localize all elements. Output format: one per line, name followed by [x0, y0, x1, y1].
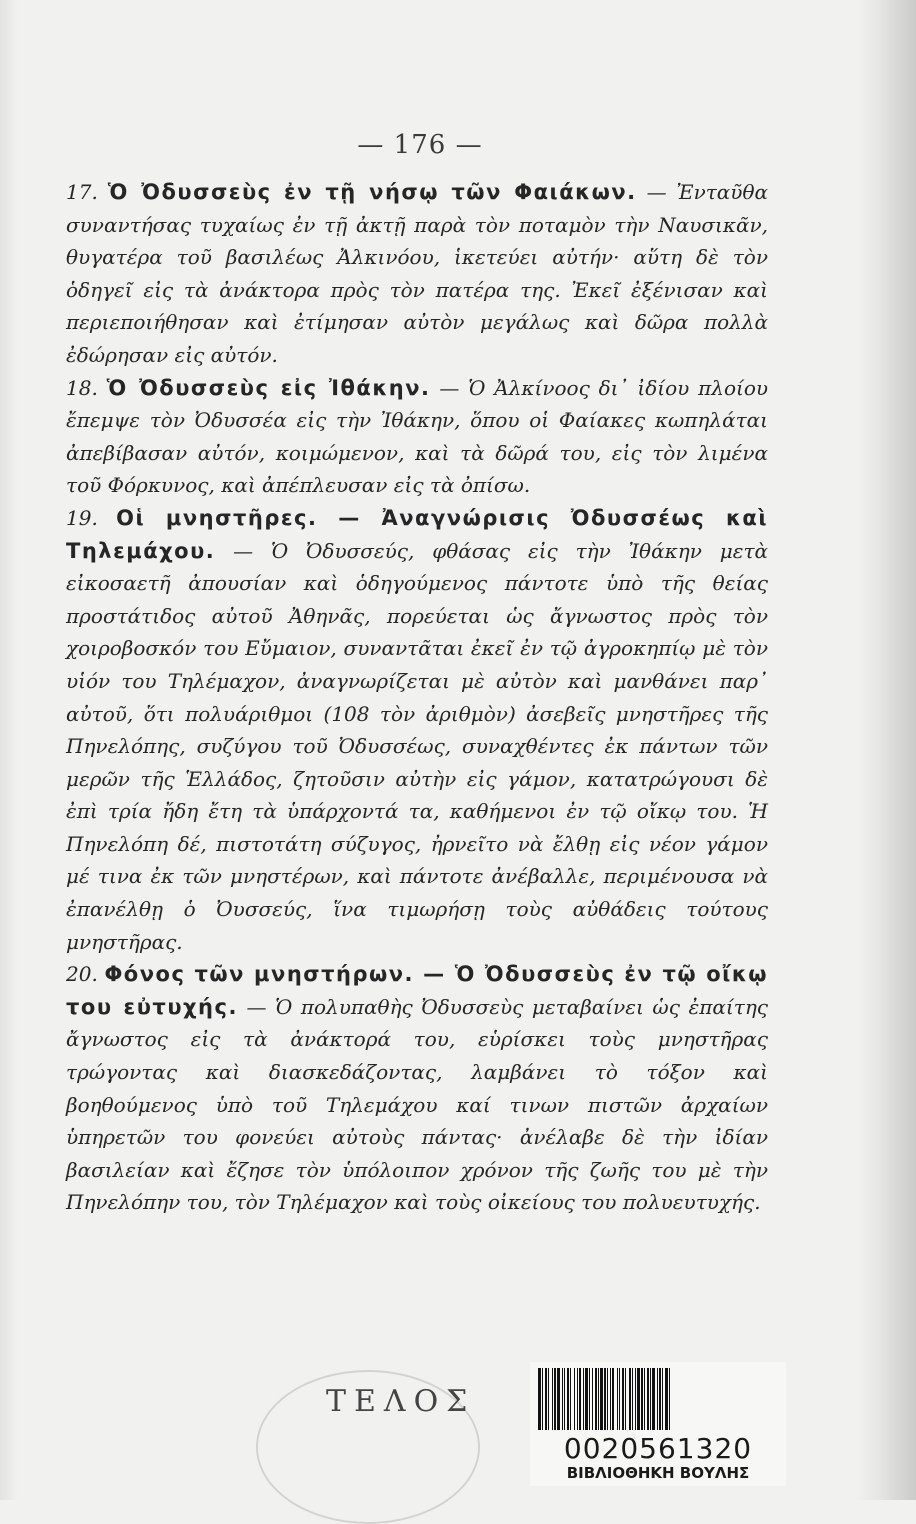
barcode-bar	[579, 1368, 581, 1430]
barcode-bar	[662, 1368, 663, 1430]
page-left-edge-shadow	[0, 0, 18, 1500]
section-heading: Ὁ Ὀδυσσεὺς ἐν τῇ νήσῳ τῶν Φαιάκων.	[107, 180, 637, 204]
barcode-bar	[612, 1368, 614, 1430]
page-body	[66, 176, 768, 1219]
section-number: 19.	[66, 505, 98, 530]
barcode-bar	[564, 1368, 565, 1430]
page-number: — 176 —	[357, 130, 483, 160]
page-right-edge-shadow	[856, 0, 916, 1500]
section-text: — Ὁ Ὀδυσσεύς, φθάσας εἰς τὴν Ἰθάκην μετὰ εἰκοσαετῆ ἀπουσίαν καὶ ὁδηγούμενος πάντοτε ὑπὸ τῆς θείας προστάτιδος αὐτοῦ Ἀθηνᾶς, πορεύεται ὡς ἄγνωστος πρὸς τὸν χοιροβοσκόν του Εὔμαιον, συναντᾶται ἐκεῖ ἐν τῷ ἀγροκηπίῳ μὲ τὸν υἱόν του Τηλέμαχον, ἀναγνωρίζεται μὲ αὐτὸν καὶ μανθάνει παρ᾽ αὐτοῦ, ὅτι πολυάριθμοι (108 τὸν ἀριθμὸν) ἀσεβεῖς μνηστῆρες τῆς Πηνελόπης, συζύγου τοῦ Ὀδυσσέως, συναχθέντες ἐκ πάντων τῶν μερῶν τῆς Ἑλλάδος, ζητοῦσιν αὐτὴν εἰς γάμον, κατατρώγουσι δὲ ἐπὶ τρία ἤδη ἔτη τὰ ὑπάρχοντά τα, καθήμενοι ἐν τῷ οἴκῳ του. Ἡ Πηνελόπη δέ, πιστοτάτη σύζυγος, ἠρνεῖτο νὰ ἔλθῃ εἰς νέον γάμον μέ τινα ἐκ τῶν μνηστέρων, καὶ πάντοτε ἀνέβαλλε, περιμένουσα νὰ ἐπανέλθῃ ὁ Ὀυσσεύς, ἵνα τιμωρήσῃ τοὺς αὐθάδεις τούτους μνηστῆρας.	[66, 538, 769, 954]
barcode-bar	[637, 1368, 640, 1430]
section-heading: Φόνος τῶν μνηστήρων. — Ὁ Ὀδυσσεὺς ἐν τῷ οἴκῳ του εὐτυχής.	[66, 962, 768, 1019]
section-text: — Ὁ πολυπαθὴς Ὀδυσσεὺς μεταβαίνει ὡς ἐπαίτης ἄγνωστος εἰς τὰ ἀνάκτορά του, εὑρίσκει τοὺς μνηστῆρας τρώγοντας καὶ διασκεδάζοντας, λαμβάνει τὸ τόξον καὶ βοηθούμενος ὑπὸ τοῦ Τηλεμάχου καί τινων πιστῶν ἀρχαίων ὑπηρετῶν του φονεύει αὐτοὺς πάντας· ἀνέλαβε δὲ τὴν ἰδίαν βασιλείαν καὶ ἔζησε τὸν ὑπόλοιπον χρόνον τῆς ζωῆς του μὲ τὴν Πηνελόπην του, τὸν Τηλέμαχον καὶ τοὺς οἰκείους του πολυευτυχής.	[66, 994, 768, 1215]
barcode-bar	[669, 1368, 670, 1430]
barcode-bar	[557, 1368, 560, 1430]
barcode-bar	[574, 1368, 575, 1430]
barcode-bar	[548, 1368, 549, 1430]
section-number: 20.	[66, 962, 98, 987]
barcode-bar	[552, 1368, 553, 1430]
section-19	[66, 502, 768, 958]
end-label: ΤΕΛΟΣ	[326, 1384, 476, 1419]
barcode-bar	[592, 1368, 593, 1430]
section-number: 17.	[66, 180, 98, 204]
barcode-bar	[562, 1368, 563, 1430]
barcode-bar	[632, 1368, 633, 1430]
section-heading: Ὁ Ὀδυσσεὺς εἰς Ἰθάκην.	[106, 375, 431, 400]
barcode-bar	[647, 1368, 649, 1430]
barcode-bar	[652, 1368, 655, 1430]
library-name: ΒΙΒΛΙΟΘΗΚΗ ΒΟΥΛΗΣ	[566, 1464, 750, 1482]
barcode-bar	[577, 1368, 578, 1430]
barcode-bar	[617, 1368, 618, 1430]
barcode-number: 0020561320	[563, 1432, 753, 1465]
barcode-bar	[545, 1368, 547, 1430]
barcode-bar	[598, 1368, 599, 1430]
barcode-bar	[650, 1368, 651, 1430]
barcode-bar	[600, 1368, 603, 1430]
section-20	[66, 958, 768, 1219]
section-heading: Οἱ μνηστῆρες. — Ἀναγνώρισις Ὀδυσσέως καὶ Τηλεμάχου.	[66, 505, 768, 563]
barcode-bar	[585, 1368, 588, 1430]
barcode-bar	[538, 1368, 541, 1430]
section-text: — Ὁ Ἀλκίνοος δι᾽ ἰδίου πλοίου ἔπεμψε τὸν Ὀδυσσέα εἰς τὴν Ἰθάκην, ὅπου οἱ Φαίακες κωπηλάται ἀπεβίβασαν αὐτόν, κοιμώμενον, καὶ τὰ δῶρά του, εἰς τὸν λιμένα τοῦ Φόρκυνος, καὶ ἀπέπλευσαν εἰς τὰ ὀπίσω.	[66, 375, 769, 498]
barcode-bar	[629, 1368, 631, 1430]
barcode-label	[530, 1362, 786, 1486]
barcode-bar	[625, 1368, 626, 1430]
barcode-bar	[604, 1368, 606, 1430]
section-paragraph	[66, 372, 768, 502]
section-paragraph	[66, 176, 768, 372]
section-17	[66, 176, 768, 372]
section-paragraph	[66, 502, 768, 958]
barcode-bar	[622, 1368, 624, 1430]
section-text: — Ἐνταῦθα συναντήσας τυχαίως ἐν τῇ ἀκτῇ παρὰ τὸν ποταμὸν τὴν Ναυσικᾶν, θυγατέρα τοῦ βασιλέως Ἀλκινόου, ἱκετεύει αὐτήν· αὕτη δὲ τὸν ὁδηγεῖ εἰς τὰ ἀνάκτορα πρὸς τὸν πατέρα της. Ἐκεῖ ἐξένισαν καὶ περιεποιήθησαν καὶ ἐτίμησαν αὐτὸν μεγάλως καὶ δῶρα πολλὰ ἐδώρησαν εἰς αὐτόν.	[66, 180, 768, 367]
barcode-bar	[570, 1368, 571, 1430]
barcode-bar	[554, 1368, 556, 1430]
barcode-bar	[595, 1368, 597, 1430]
section-number: 18.	[66, 375, 98, 400]
barcode-bar	[567, 1368, 569, 1430]
barcode-bar	[607, 1368, 608, 1430]
barcode-icon	[538, 1368, 778, 1430]
barcode-bar	[583, 1368, 584, 1430]
section-paragraph	[66, 958, 768, 1219]
barcode-bar	[635, 1368, 636, 1430]
section-18	[66, 372, 768, 502]
barcode-bar	[665, 1368, 668, 1430]
barcode-bar	[619, 1368, 620, 1430]
barcode-bar	[657, 1368, 658, 1430]
barcode-bar	[659, 1368, 661, 1430]
barcode-bar	[589, 1368, 590, 1430]
barcode-bar	[644, 1368, 645, 1430]
barcode-bar	[641, 1368, 643, 1430]
barcode-bar	[610, 1368, 611, 1430]
barcode-bar	[542, 1368, 543, 1430]
